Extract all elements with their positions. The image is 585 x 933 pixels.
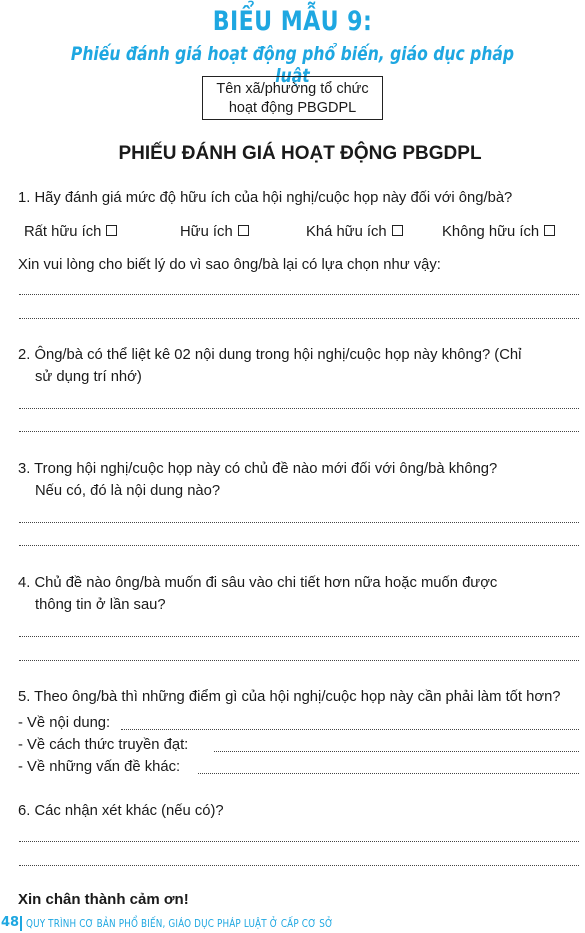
question-4: [18, 572, 497, 616]
answer-line[interactable]: [19, 660, 579, 661]
running-title: QUY TRÌNH CƠ BẢN PHỔ BIẾN, GIÁO DỤC PHÁP LUẬT Ở CẤP CƠ SỞ: [26, 917, 334, 930]
answer-line[interactable]: [19, 294, 579, 295]
checkbox-icon[interactable]: [238, 225, 249, 236]
q5-content-label: - Về nội dung:: [18, 715, 111, 731]
question-3-line2: Nếu có, đó là nội dung nào?: [35, 483, 221, 499]
checkbox-icon[interactable]: [392, 225, 403, 236]
page-number: 48: [1, 915, 20, 930]
answer-line[interactable]: [19, 841, 579, 842]
answer-line[interactable]: [19, 865, 579, 866]
q1-reason-prompt: Xin vui lòng cho biết lý do vì sao ông/bà lại có lựa chọn như vậy:: [18, 257, 441, 273]
page-footer: [0, 913, 585, 933]
question-4-line1: 4. Chủ đề nào ông/bà muốn đi sâu vào chi tiết hơn nữa hoặc muốn được: [18, 575, 498, 591]
answer-line[interactable]: [19, 545, 579, 546]
q5-other-label: - Về những vấn đề khác:: [18, 759, 181, 775]
question-4-line2: thông tin ở lần sau?: [35, 597, 166, 613]
option-not-useful[interactable]: [442, 224, 555, 240]
option-useful[interactable]: [180, 224, 249, 240]
organization-box-line2: hoạt động PBGDPL: [228, 100, 357, 116]
answer-line[interactable]: [121, 729, 579, 730]
organization-box-line1: Tên xã/phường tổ chức: [216, 81, 369, 97]
form-title: PHIẾU ĐÁNH GIÁ HOẠT ĐỘNG PBGDPL: [118, 143, 482, 164]
q5-delivery-label: - Về cách thức truyền đạt:: [18, 737, 189, 753]
question-1: 1. Hãy đánh giá mức độ hữu ích của hội nghị/cuộc họp này đối với ông/bà?: [18, 190, 513, 206]
thank-you-note: Xin chân thành cảm ơn!: [18, 891, 189, 908]
option-label: Rất hữu ích: [24, 224, 102, 240]
form-number-title: BIỂU MẪU 9:: [212, 6, 373, 37]
question-2-line2: sử dụng trí nhớ): [35, 369, 142, 385]
option-label: Khá hữu ích: [306, 224, 387, 240]
question-2-line1: 2. Ông/bà có thể liệt kê 02 nội dung trong hội nghị/cuộc họp này không? (Chỉ: [18, 347, 522, 363]
question-6: 6. Các nhận xét khác (nếu có)?: [18, 803, 224, 819]
question-3-line1: 3. Trong hội nghị/cuộc họp này có chủ đề nào mới đối với ông/bà không?: [18, 461, 498, 477]
question-3: [18, 458, 497, 502]
answer-line[interactable]: [19, 431, 579, 432]
answer-line[interactable]: [19, 318, 579, 319]
option-label: Hữu ích: [180, 224, 233, 240]
footer-divider: [20, 916, 22, 931]
answer-line[interactable]: [19, 522, 579, 523]
answer-line[interactable]: [214, 751, 579, 752]
checkbox-icon[interactable]: [544, 225, 555, 236]
answer-line[interactable]: [19, 408, 579, 409]
question-2: [18, 344, 521, 388]
organization-box: [202, 76, 383, 120]
option-fairly-useful[interactable]: [306, 224, 403, 240]
option-very-useful[interactable]: [24, 224, 117, 240]
option-label: Không hữu ích: [442, 224, 540, 240]
form-subtitle: Phiếu đánh giá hoạt động phổ biến, giáo dục pháp luật: [70, 43, 515, 87]
question-5: 5. Theo ông/bà thì những điểm gì của hội nghị/cuộc họp này cần phải làm tốt hơn?: [18, 689, 561, 705]
answer-line[interactable]: [198, 773, 579, 774]
answer-line[interactable]: [19, 636, 579, 637]
checkbox-icon[interactable]: [106, 225, 117, 236]
